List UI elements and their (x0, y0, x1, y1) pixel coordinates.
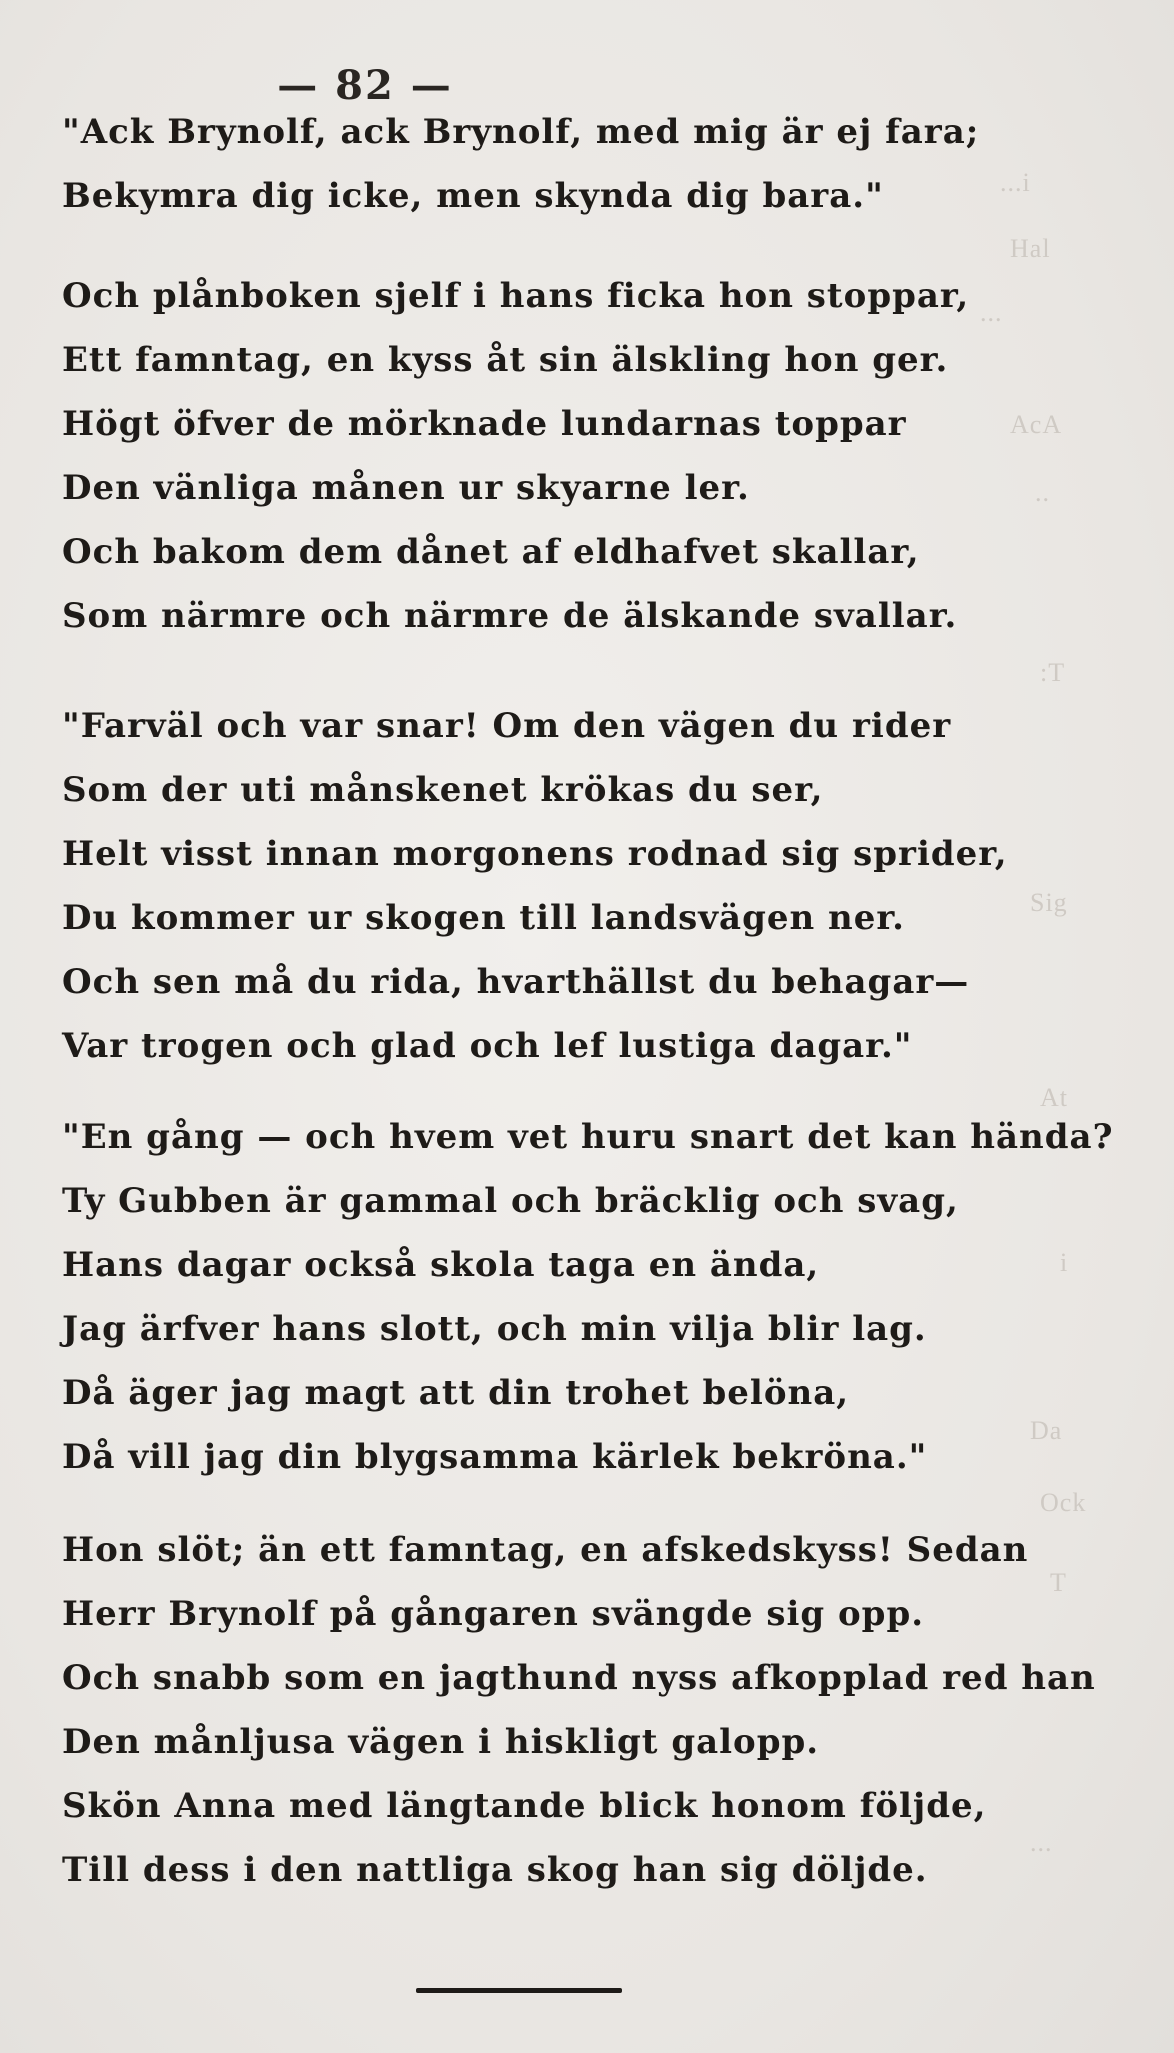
verse-line: Ett famntag, en kyss åt sin älskling hon ger. (62, 340, 949, 380)
show-through-mark: :T (1040, 658, 1066, 687)
verse-line: Och snabb som en jagthund nyss afkopplad red han (62, 1658, 1096, 1698)
verse-line: Som närmre och närmre de älskande svallar. (62, 596, 958, 636)
verse-line: Till dess i den nattliga skog han sig döljde. (62, 1850, 928, 1890)
verse-line: "Farväl och var snar! Om den vägen du rider (62, 706, 952, 746)
verse-line: Skön Anna med längtande blick honom följde, (62, 1786, 987, 1826)
verse-line: Helt visst innan morgonens rodnad sig sprider, (62, 834, 1008, 874)
verse-line: Hon slöt; än ett famntag, en afskedskyss! Sedan (62, 1530, 1029, 1570)
verse-line: Ty Gubben är gammal och bräcklig och svag, (62, 1181, 959, 1221)
verse-line: Var trogen och glad och lef lustiga dagar." (62, 1026, 913, 1066)
verse-line: Då vill jag din blygsamma kärlek bekröna." (62, 1437, 928, 1477)
verse-line: Den vänliga månen ur skyarne ler. (62, 468, 750, 508)
verse-line: "En gång — och hvem vet huru snart det kan hända? (62, 1117, 1114, 1157)
verse-line: Och sen må du rida, hvarthällst du behagar— (62, 962, 970, 1002)
page-number-dashes-right: — (394, 62, 453, 109)
verse-line: Den månljusa vägen i hiskligt galopp. (62, 1722, 820, 1762)
show-through-mark: ... (980, 298, 1003, 327)
end-rule (416, 1988, 622, 1993)
verse-line: Bekymra dig icke, men skynda dig bara." (62, 176, 884, 216)
show-through-mark: i (1060, 1248, 1069, 1277)
page-number-value: 82 (335, 62, 395, 109)
stanza (62, 264, 969, 648)
stanza (62, 694, 1008, 1078)
show-through-mark: ... (1030, 1828, 1053, 1857)
stanza (62, 100, 979, 228)
show-through-mark: At (1040, 1083, 1068, 1112)
verse-line: Högt öfver de mörknade lundarnas toppar (62, 404, 907, 444)
show-through-mark: .. (1035, 478, 1050, 507)
show-through-mark: ...i (1000, 168, 1031, 197)
show-through-mark: Da (1030, 1416, 1063, 1445)
verse-line: Som der uti månskenet krökas du ser, (62, 770, 824, 810)
verse-line: Och bakom dem dånet af eldhafvet skallar, (62, 532, 920, 572)
show-through-mark: Ock (1040, 1488, 1087, 1517)
show-through-mark: T (1050, 1568, 1067, 1597)
verse-line: Och plånboken sjelf i hans ficka hon stoppar, (62, 276, 970, 316)
show-through-mark: Sig (1030, 888, 1068, 917)
verse-line: Jag ärfver hans slott, och min vilja blir lag. (62, 1309, 927, 1349)
verse-line: Du kommer ur skogen till landsvägen ner. (62, 898, 906, 938)
show-through-mark: AcA (1010, 410, 1063, 439)
show-through-mark: Hal (1010, 234, 1051, 263)
page-number-dashes-left: — (277, 62, 336, 109)
verse-line: "Ack Brynolf, ack Brynolf, med mig är ej fara; (62, 112, 980, 152)
verse-line: Herr Brynolf på gångaren svängde sig opp. (62, 1594, 925, 1634)
stanza (62, 1105, 1114, 1489)
verse-line: Hans dagar också skola taga en ända, (62, 1245, 820, 1285)
stanza (62, 1518, 1096, 1902)
verse-line: Då äger jag magt att din trohet belöna, (62, 1373, 850, 1413)
